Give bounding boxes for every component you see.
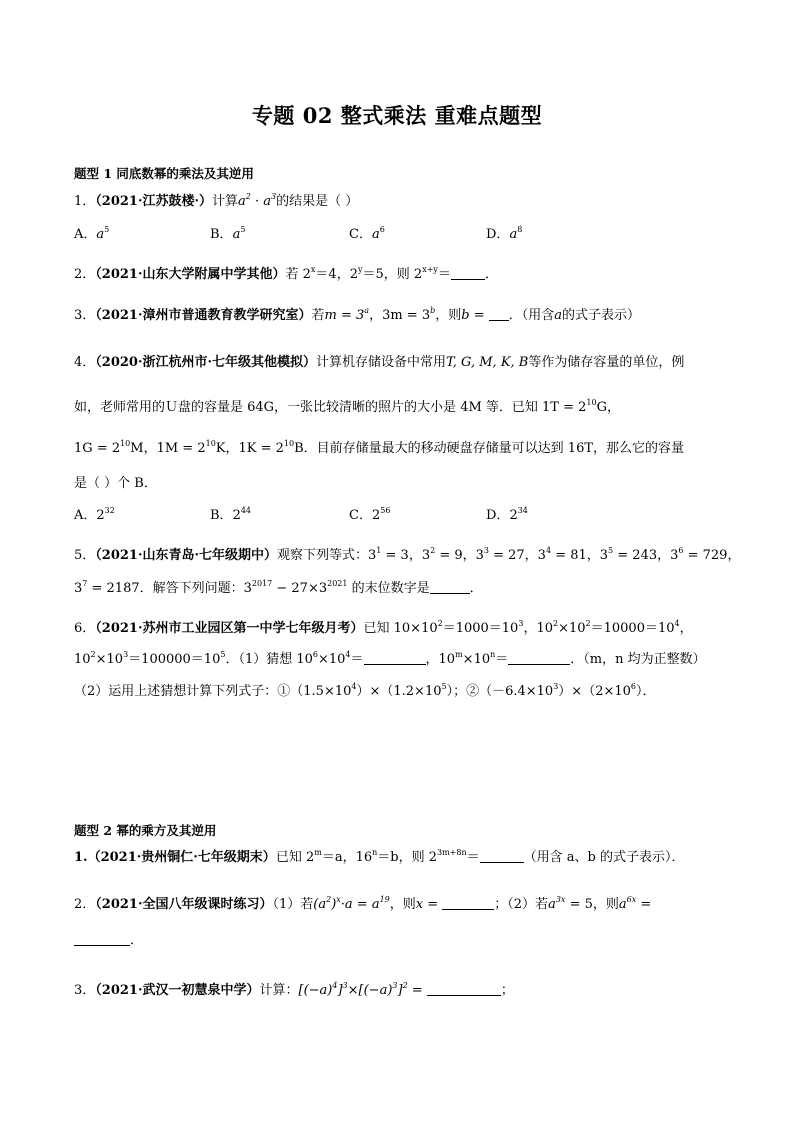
question-4-line-3: $1G = 2^{10}M$，$1M = 2^{10}K$，$1K = 2^{10}B$．目前存储量最大的移动硬盘存储量可以达到 16T，那么它的容量 [74, 439, 685, 456]
question-5-line-1: 5．（2021·山东青岛·七年级期中）观察下列等式：$3^1 = 3$，$3^2 = 9$，$3^3 = 27$，$3^4 = 81$，$3^5 = 243$，$3^6 = 729$， [74, 546, 741, 563]
option-c: C．$a^6$ [349, 225, 385, 242]
question-2: 2．（2021·山东大学附属中学其他）若 $2^x=4$，$2^y=5$，则 $2^{x+y}=$ ． [74, 265, 498, 282]
option-c: C．$2^{56}$ [349, 506, 391, 523]
section-2-heading: 题型 2 幂的乘方及其逆用 [74, 823, 217, 838]
section-2-question-3: 3．（2021·武汉一初慧泉中学）计算：$[(-a)^4]^3\times[(-a)^3]^2$ = ； [74, 981, 514, 998]
option-d: D．$a^8$ [486, 225, 523, 242]
question-1: 1．（2021·江苏鼓楼·）计算$a^2 \cdot a^3$的结果是（ ） [74, 192, 359, 209]
question-source: （2021·漳州市普通教育教学研究室） [95, 308, 312, 323]
answer-blank [508, 652, 570, 665]
answer-blank [427, 983, 501, 996]
answer-blank [451, 267, 485, 280]
math-expression: $a^2 \cdot a^3$ [238, 192, 277, 209]
answer-blank [442, 897, 494, 910]
question-4-line-1: 4．（2020·浙江杭州市·七年级其他模拟）计算机存储设备中常用T, G, M, K, B等作为储存容量的单位，例 [74, 355, 685, 370]
question-3: 3．（2021·漳州市普通教育教学研究室）若$m = 3^a$，$3m = 3^b$，则b = ．（用含a的式子表示） [74, 306, 641, 323]
option-b: B．$2^{44}$ [210, 506, 252, 523]
question-source: （2021·山东大学附属中学其他） [95, 267, 286, 282]
question-6-line-2: $10^2\times 10^3=100000=10^5$．（1）猜想 $10^6\times 10^4=$ ，$10^m\times 10^n=$ ．（m，n 均为正整数） [74, 650, 706, 667]
option-a: A．$2^{32}$ [74, 506, 115, 523]
answer-blank [74, 933, 130, 946]
page-title: 专题 02 整式乘法 重难点题型 [251, 103, 543, 128]
question-6-line-3: （2）运用上述猜想计算下列式子：$①(1.5\times 10^4)\times(1.2\times 10^5)$；$②(-6.4\times 10^3)\times(2\times 10^6)$． [74, 682, 656, 699]
option-d: D．$2^{34}$ [486, 506, 528, 523]
question-source: （2021·贵州铜仁·七年级期末） [87, 850, 276, 865]
answer-blank [489, 308, 509, 321]
section-2-question-1: 1.（2021·贵州铜仁·七年级期末）已知 $2^m=a$，$16^n=b$，则 $2^{3m+8n}=$ （用含 a、b 的式子表示）． [74, 848, 685, 865]
question-source: （2020·浙江杭州市·七年级其他模拟） [95, 355, 317, 370]
question-6-line-1: 6．（2021·苏州市工业园区第一中学七年级月考）已知 $10\times 10^2=1000=10^3$，$10^2\times 10^2=10000=10^4$， [74, 619, 693, 636]
question-4-line-4: 是（ ）个 B． [74, 476, 157, 491]
option-b: B．$a^5$ [210, 225, 246, 242]
answer-blank [364, 652, 426, 665]
section-2-question-2: 2．（2021·全国八年级课时练习）（1）若$(a^2)^x\cdot a = a^{19}$，则x = ；（2）若$a^{3x} = 5$，则$a^{6x}$ = [74, 895, 652, 912]
answer-blank [430, 581, 470, 594]
section-2-question-2-cont: ． [74, 933, 143, 949]
section-1-heading: 题型 1 同底数幂的乘法及其逆用 [74, 166, 254, 181]
question-source: （2021·武汉一初慧泉中学） [95, 983, 260, 998]
question-source: （2021·江苏鼓楼·） [95, 194, 213, 209]
answer-blank [480, 850, 524, 863]
question-source: （2021·全国八年级课时练习） [95, 897, 273, 912]
question-source: （2021·苏州市工业园区第一中学七年级月考） [95, 621, 364, 636]
question-source: （2021·山东青岛·七年级期中） [95, 548, 278, 563]
question-5-line-2: $3^7 = 2187$．解答下列问题：$3^{2017} - 27\times 3^{2021}$ 的末位数字是 ． [74, 579, 483, 596]
question-number: 1． [74, 194, 96, 209]
question-4-line-2: 如，老师常用的Ｕ盘的容量是 64G，一张比较清晰的照片的大小是 4M 等．已知 $1T = 2^{10}G$， [74, 398, 620, 415]
option-a: A．$a^5$ [74, 225, 110, 242]
